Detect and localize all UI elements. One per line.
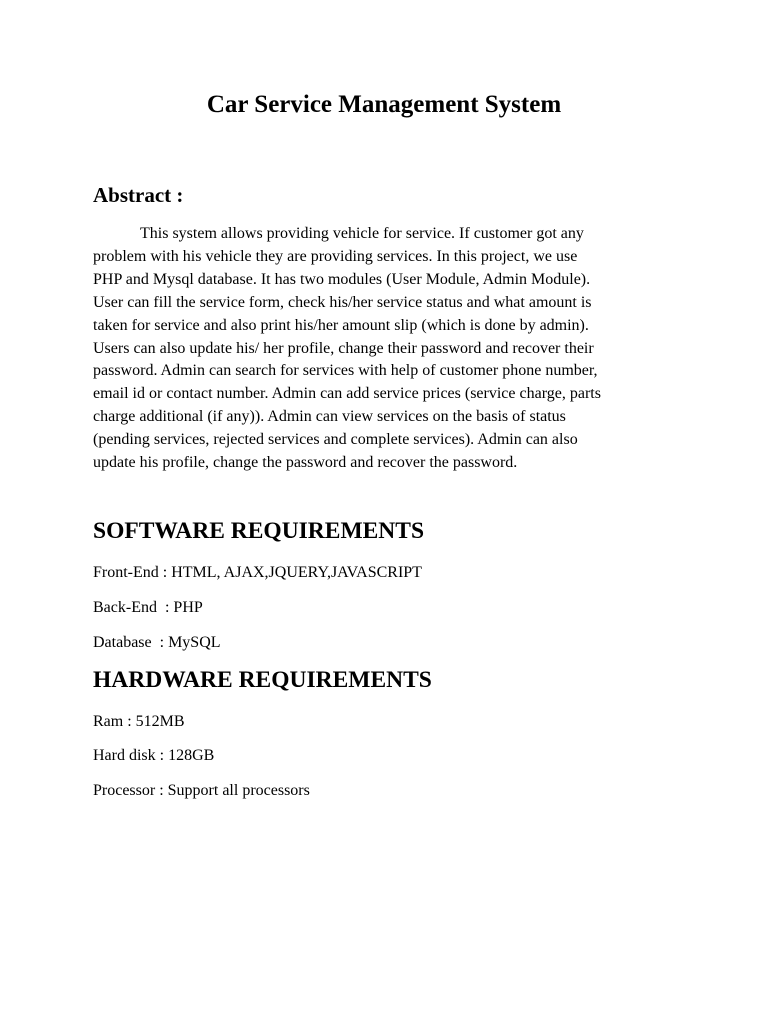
abstract-line: taken for service and also print his/her amount slip (which is done by admin). xyxy=(93,316,589,334)
hardware-requirements-heading: HARDWARE REQUIREMENTS xyxy=(93,667,432,693)
abstract-line: charge additional (if any)). Admin can view services on the basis of status xyxy=(93,408,566,426)
abstract-line: email id or contact number. Admin can add service prices (service charge, parts xyxy=(93,385,601,403)
abstract-line: password. Admin can search for services with help of customer phone number, xyxy=(93,362,598,380)
abstract-line: User can fill the service form, check his/her service status and what amount is xyxy=(93,293,592,311)
abstract-line: problem with his vehicle they are providing services. In this project, we use xyxy=(93,247,578,265)
abstract-line: This system allows providing vehicle for service. If customer got any xyxy=(140,225,584,242)
abstract-heading: Abstract : xyxy=(93,183,184,207)
software-requirement-front-end: Front-End : HTML, AJAX,JQUERY,JAVASCRIPT xyxy=(93,564,422,581)
abstract-line: Users can also update his/ her profile, change their password and recover their xyxy=(93,339,594,357)
abstract-line: (pending services, rejected services and complete services). Admin can also xyxy=(93,431,578,449)
software-requirement-database: Database : MySQL xyxy=(93,634,221,651)
abstract-line: update his profile, change the password and recover the password. xyxy=(93,454,518,472)
software-requirements-heading: SOFTWARE REQUIREMENTS xyxy=(93,518,425,544)
document-title: Car Service Management System xyxy=(206,91,562,118)
hardware-requirement-processor: Processor : Support all processors xyxy=(93,782,310,799)
software-requirement-back-end: Back-End : PHP xyxy=(93,599,203,616)
hardware-requirement-ram: Ram : 512MB xyxy=(93,713,185,730)
abstract-paragraph xyxy=(93,223,683,475)
abstract-line: PHP and Mysql database. It has two modules (User Module, Admin Module). xyxy=(93,270,591,288)
hardware-requirement-hard-disk: Hard disk : 128GB xyxy=(93,747,215,764)
